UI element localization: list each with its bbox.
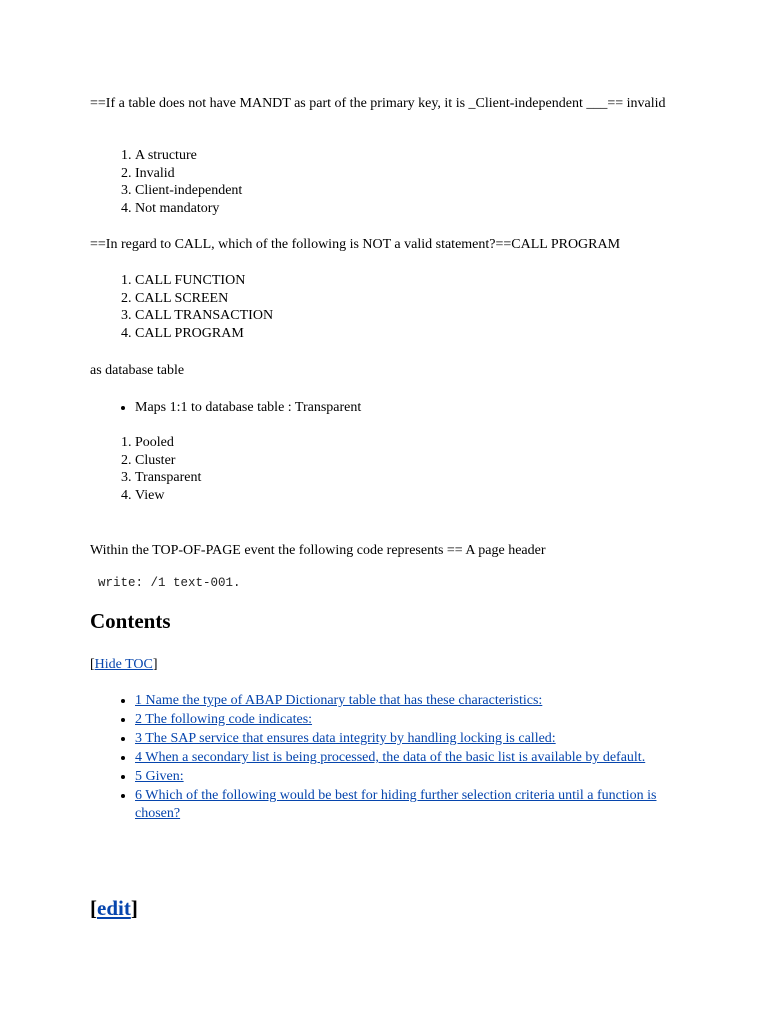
question-1-options bbox=[90, 147, 242, 218]
edit-link[interactable]: edit bbox=[97, 896, 131, 920]
contents-heading: Contents bbox=[90, 609, 171, 633]
question-2-text: ==In regard to CALL, which of the following is NOT a valid statement?==CALL PROGRAM bbox=[90, 237, 621, 252]
question-1-option: 3. Client-independent bbox=[135, 182, 242, 200]
edit-heading bbox=[90, 896, 138, 921]
toc-link-3[interactable]: 3 The SAP service that ensures data integrity by handling locking is called: bbox=[135, 731, 556, 746]
toc-link-4[interactable]: 4 When a secondary list is being processed, the data of the basic list is available by default. bbox=[135, 750, 646, 765]
question-2-option: 3. CALL TRANSACTION bbox=[135, 307, 273, 325]
code-block: write: /1 text-001. bbox=[98, 576, 241, 590]
question-3-text: as database table bbox=[90, 363, 185, 378]
hide-toc-link[interactable]: Hide TOC bbox=[94, 657, 153, 672]
edit-close-bracket: ] bbox=[130, 896, 138, 920]
question-3-bullets bbox=[90, 399, 361, 417]
question-2-option: 1. CALL FUNCTION bbox=[135, 272, 273, 290]
question-3-option: 3. Transparent bbox=[135, 469, 201, 487]
question-4-text: Within the TOP-OF-PAGE event the following code represents == A page header bbox=[90, 543, 546, 558]
edit-open-bracket: [ bbox=[90, 896, 97, 920]
toc-item bbox=[135, 692, 695, 710]
toc-item bbox=[135, 730, 695, 748]
toc-item bbox=[135, 768, 695, 786]
toc-toggle bbox=[90, 656, 158, 673]
question-3-option: 1. Pooled bbox=[135, 434, 201, 452]
toc-toggle-close-bracket: ] bbox=[152, 657, 158, 672]
question-2-option: 4. CALL PROGRAM bbox=[135, 325, 273, 343]
toc-link-5[interactable]: 5 Given: bbox=[135, 769, 184, 784]
toc-list bbox=[90, 692, 695, 824]
question-3-options bbox=[90, 434, 201, 505]
toc-link-1[interactable]: 1 Name the type of ABAP Dictionary table that has these characteristics: bbox=[135, 693, 543, 708]
question-2-option: 2. CALL SCREEN bbox=[135, 290, 273, 308]
toc-item bbox=[135, 711, 695, 729]
question-1-option: 1. A structure bbox=[135, 147, 242, 165]
toc-toggle-open-bracket: [ bbox=[90, 657, 95, 672]
question-1-option: 2. Invalid bbox=[135, 165, 242, 183]
toc-item bbox=[135, 749, 695, 767]
toc-item bbox=[135, 787, 695, 823]
question-2-options bbox=[90, 272, 273, 343]
question-3-option: 2. Cluster bbox=[135, 452, 201, 470]
toc-link-2[interactable]: 2 The following code indicates: bbox=[135, 712, 313, 727]
question-1-option: 4. Not mandatory bbox=[135, 200, 242, 218]
question-3-bullet: • Maps 1:1 to database table : Transparent bbox=[135, 399, 361, 417]
toc-link-6[interactable]: 6 Which of the following would be best for hiding further selection criteria until a function is chosen? bbox=[135, 788, 657, 821]
question-3-option: 4. View bbox=[135, 487, 201, 505]
question-1-text: ==If a table does not have MANDT as part of the primary key, it is _Client-independent ___== invalid bbox=[90, 96, 666, 111]
